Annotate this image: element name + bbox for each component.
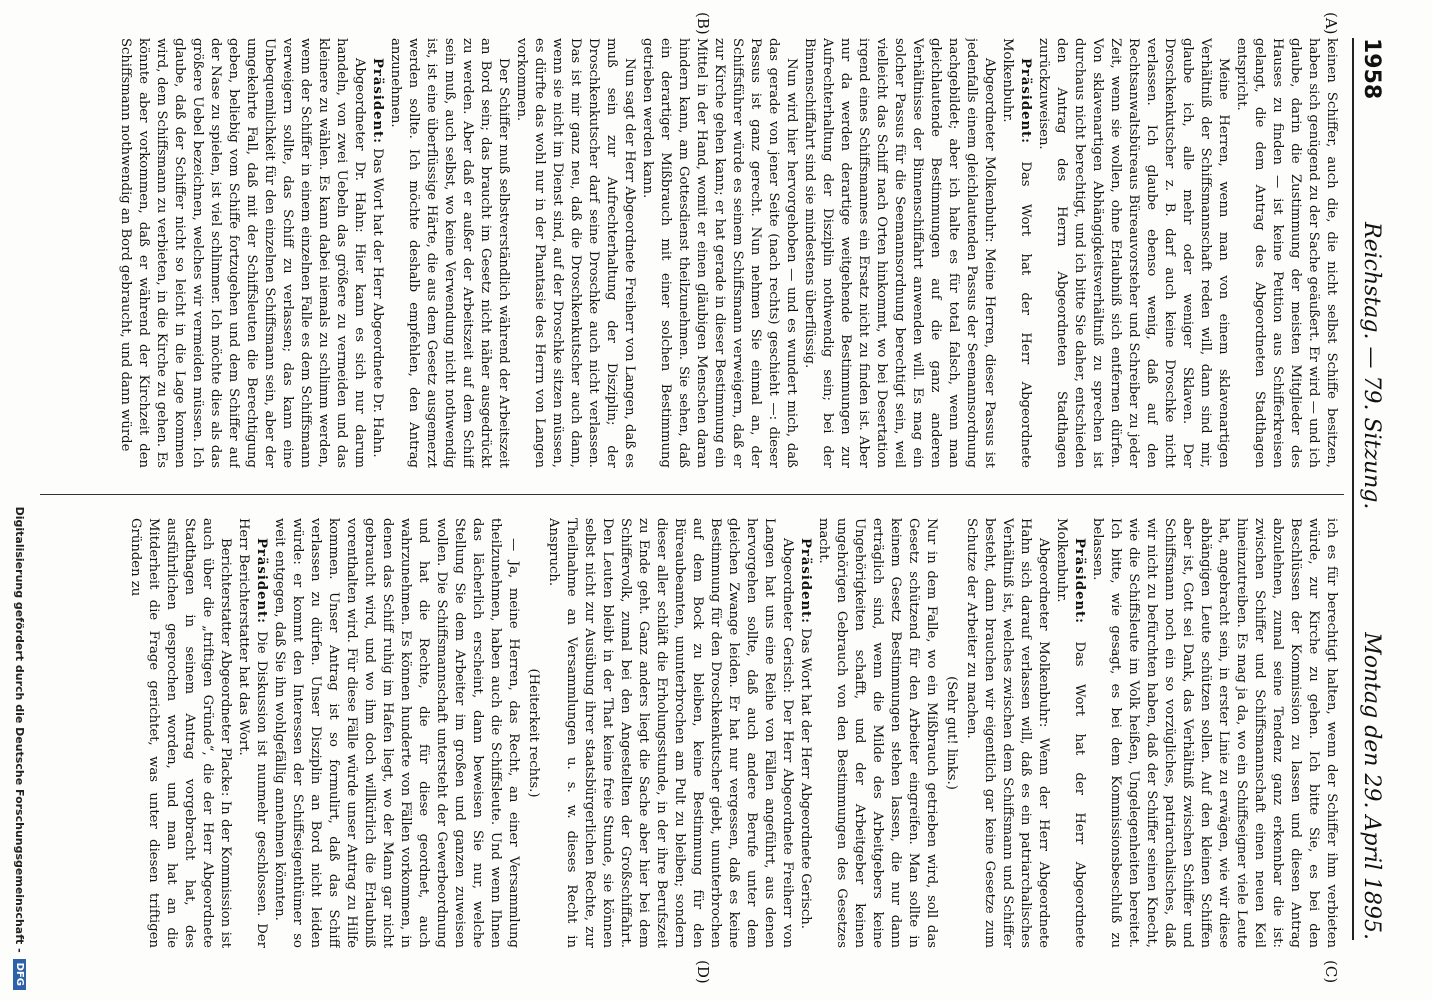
body-paragraph: Abgeordneter Gerisch: Der Herr Abgeordnete Freiherr von Langen hat uns eine Reihe von Fällen angeführt, aus denen hervorgehen sollte, daß auch andere Berufe unter dem gleichen Zwange leiden. Er hat nur vergessen, daß es keine Bestimmung für den Droschkenkutscher giebt, ununterbrochen auf dem Bock zu bleiben, keine Bestimmung für den Büreaubeamten, ununterbrochen am Pult zu bleiben; sondern dieser aller schläft die Erholungsstunde, in der ihre Berufszeit zu Ende geht. Ganz anders liegt die Sache aber hier bei dem Schiffervolk, zumal bei den Angestellten der Großschiffahrt. Den Leuten bleibt in der That keine freie Stunde, sie können selbst nicht zur Ausübung ihrer staatsbürgerlichen Rechte, zur Theilnahme an Versammlungen u. s. w. dieses Recht in Anspruch.	[546, 518, 795, 948]
margin-marker-a: (A)	[1322, 12, 1340, 35]
speaker-paragraph	[368, 38, 386, 468]
body-paragraph: — Ja, meine Herren, das Recht, an einer Versammlung theilzunehmen, haben auch die Schiffsleute. Und wenn Ihnen das lächerlich erscheint, dann beweisen Sie nur, welche Stellung Sie dem Arbeiter im großen und ganzen zuweisen wollen. Die Schiffsmannschaft untersteht der Gewerbeordnung und hat die Rechte, die für diese geordnet, auch wahrzunehmen. Es können hunderte von Fällen vorkommen, in denen das Schiff ruhig im Hafen liegt, wo der Mann gar nicht gebraucht wird, und wo ihm doch willkürlich die Erlaubniß vorenthalten wird. Für diese Fälle würde unser Antrag zu Hilfe kommen. Unser Antrag ist so formulirt, daß das Schiff verlassen zu dürfen. Unser Disziplin an Bord nicht leiden würde: er kommt den Interessen der Schiffseigenthümer so weit entgegen, daß Sie ihn wohlgefällig annehmen könnten.	[272, 518, 521, 948]
interjection: (Sehr gut! links.)	[944, 676, 959, 790]
speaker-name: Präsident:	[1018, 58, 1033, 145]
body-paragraph: Nun sagt der Herr Abgeordnete Freiherr von Langen, daß es muß sein zur Aufrechterhaltung der Disziplin; der Droschkenkutscher darf seine Droschke auch nicht verlassen. Das ist mir ganz neu, daß die Droschkenkutscher auch dann, wenn sie nicht im Dienst sind, auf der Droschke sitzen müssen, es dürfte das wohl nur in der Phantasie des Herrn von Langen vorkommen.	[514, 38, 637, 468]
dfg-logo: DFG	[14, 959, 27, 990]
margin-marker-b: (B)	[694, 12, 712, 35]
speaker-paragraph	[1052, 518, 1088, 948]
speaker-paragraph	[796, 518, 814, 948]
session-date: Montag den 29. April 1895.	[1359, 632, 1385, 940]
header-rule	[1352, 38, 1354, 940]
speaker-name: Präsident:	[370, 58, 385, 145]
body-paragraph: Berichterstatter Abgeordneter Placke: In der Kommission ist auch über die „triftigen Gründe“, die der Herr Abgeordnete Stadthagen in seinem Antrag vorgebracht hat, des ausführlichen gesprochen worden, und man hat an die Mitderheit die Frage gerichtet, was unter diesen triftigen Gründen zu	[128, 518, 233, 948]
page-number: 1958	[1359, 38, 1385, 100]
speaker-text: Die Diskussion ist nunmehr geschlossen. Der Herr Berichterstatter hat das Wort.	[236, 518, 269, 948]
body-paragraph: Abgeordneter Dr. Hahn: Hier kann es sich nur darum handeln, von zwei Uebeln das größere zu vermeiden und das kleinere zu wählen. Es kann dabei niemals zu schlimm werden, wenn der Schiffer in einem einzelnen Falle es dem Schiffsmann verweigern sollte, das Schiff zu verlassen; das kann eine Unbequemlichkeit für den einzelnen Schiffsmann sein, aber der umgekehrte Fall, daß mit der Schiffsleuten die Berechtigung geben, beliebig vom Schiffe fortzugehen und dem Schiffer auf der Nase zu spielen, ist viel schlimmer. Ich möchte dies als das größere Uebel bezeichnen, welches wir vermeiden müssen. Ich glaube, daß der Schiffer nicht so leicht in die Lage kommen wird, dem Schiffsmann zu verbieten, in die Kirche zu gehen. Es könnte aber vorkommen, daß er während der Kirchzeit den Schiffsmann nothwendig an Bord gebraucht, und dann würde	[118, 38, 367, 468]
body-paragraph: keinen Schiffer, auch die, die nicht selbst Schiffe besitzen, haben sich genügend zu der Sache geäußert. Er wird — und ich glaube, darin die Zustimmung der meisten Mitglieder des Hauses zu finden — ist keine Petition aus Schifferkreisen gelangt, die dem Antrag des Abgeordneten Stadthagen entspricht.	[1234, 38, 1339, 468]
speaker-paragraph	[234, 518, 270, 948]
session-title: Reichstag. — 79. Sitzung.	[1359, 222, 1385, 510]
body-paragraph: Der Schiffer muß selbstverständlich während der Arbeitszeit an Bord sein; das braucht im Gesetz nicht näher ausgedrückt zu werden. Aber daß er außer der Arbeitszeit auf dem Schiff sein muß, auch selbst, wo keine Verwendung nicht nothwendig ist, ist eine überflüssige Härte, die aus dem Gesetz ausgemerzt werden sollte. Ich möchte deshalb empfehlen, den Antrag anzunehmen.	[388, 38, 511, 468]
credit-text: Digitalisierung gefördert durch die Deutsche Forschungsgemeinschaft -	[13, 506, 27, 953]
interjection: (Heiterkeit rechts.)	[526, 668, 541, 798]
speaker-text: Das Wort hat der Herr Abgeordnete Dr. Hahn.	[370, 148, 385, 458]
body-paragraph: Meine Herren, wenn man von einem sklavenartigen Verhältniß der Schiffsmannschaft reden will, dann sind mir, glaube ich, alle mehr oder weniger Sklaven. Der Droschkenkutscher z. B. darf auch keine Droschke nicht verlassen. Ich glaube ebenso wenig, daß auf den Rechtsanwaltsbüreaus Büreauvorsteher und Schreiber zu jeder Zeit, wenn sie wollen, ohne Erlaubniß sich entfernen dürfen. Von sklavenartigen Abhängigkeitsverhältniß zu sprechen ist durchaus nicht berechtigt, und ich bitte Sie daher, entschieden den Antrag des Herrn Abgeordneten Stadthagen zurückzuweisen.	[1036, 38, 1231, 468]
speaker-name: Präsident:	[1072, 538, 1087, 625]
body-paragraph: Nun wird hier hervorgehoben — und es wundert mich, daß das gerade von jener Seite (nach rechts) geschieht —: dieser Passus ist ganz gerecht. Nun nehmen Sie einmal an, der Schiffsführer würde es seinem Schiffsmann verweigern, daß er zur Kirche gehen kann; er hat gerade in dieser Bestimmung ein Mittel in der Hand, womit er einen gläubigen Menschen daran hindern kann, am Gottesdienst theilzunehmen. Sie sehen, daß ein derartiger Mißbrauch mit einer solchen Bestimmung getrieben werden kann.	[640, 38, 799, 468]
speaker-name: Präsident:	[254, 538, 269, 625]
speaker-text: Das Wort hat der Herr Abgeordnete Molkenbuhr.	[1000, 38, 1033, 468]
column-divider	[40, 494, 1344, 495]
left-column	[40, 38, 1340, 468]
margin-marker-d: (D)	[694, 960, 712, 984]
body-paragraph: Abgeordneter Molkenbuhr: Wenn der Herr Abgeordnete Hahn sich darauf verlassen will, daß es ein patriarchalisches Verhältniß ist, welches zwischen dem Schiffsmann und Schiffer besteht, dann brauchen wir eigentlich gar keine Gesetze zum Schutze der Arbeiter zu machen.	[964, 518, 1051, 948]
speaker-name: Präsident:	[798, 538, 813, 625]
body-paragraph: Nur in dem Falle, wo ein Mißbrauch getrieben wird, soll das Gesetz schützend für den Arbeiter eingreifen. Man sollte in keinem Gesetz Bestimmungen stehen lassen, die nur dann erträglich sind, wenn die Milde des Arbeitgebers keine Ungehörigkeiten schafft, und der Arbeitgeber keinen ungehörigen Gebrauch von den Bestimmungen des Gesetzes macht.	[816, 518, 939, 948]
page-header	[1357, 38, 1387, 940]
speaker-text: Das Wort hat der Herr Abgeordnete Molkenbuhr.	[1054, 518, 1087, 948]
margin-marker-c: (C)	[1322, 960, 1340, 984]
speaker-text: Das Wort hat der Herr Abgeordnete Gerisch.	[798, 628, 813, 929]
speaker-paragraph	[998, 38, 1034, 468]
body-paragraph: ich es für berechtigt halten, wenn der Schiffer ihm verbieten würde, zur Kirche zu gehen. Ich bitte Sie, es bei den Beschlüssen der Kommission zu lassen und diesen Antrag abzulehnen, zumal seine Tendenz ganz erkennbar die ist: zwischen Schiffer und Schiffsmannschaft einen neuen Keil hineinzutreiben. Es mag ja da, wo ein Schiffseigner viele Leute hat, angebracht sein, in erster Linie zu erwägen, wie wir diese abhängigen Leute schützen sollen. Auf den kleinen Schiffen aber ist, Gott sei Dank, das Verhältniß zwischen Schiffer und Schiffsmann noch ein so vorzügliches, patriarchalisches, daß wir nicht zu befürchten haben, daß der Schiffer seinen Knecht, wie die Schiffsleute im Volk heißen, Ungelegenheiten bereitet. Ich bitte, wie gesagt, es bei dem Kommissionsbeschluß zu belassen.	[1090, 518, 1339, 948]
body-paragraph: Abgeordneter Molkenbuhr: Meine Herren, dieser Passus ist jedenfalls einem gleichlautenden Passus der Seemannsordnung nachgebildet; aber ich halte es für total falsch, wenn man gleichlautende Bestimmungen auf die ganz anderen Verhältnisse der Binnenschiffahrt anwenden will. Es mag ein solcher Passus für die Seemannsordnung berechtigt sein, weil vielleicht das Schiff nach Orten hinkommt, wo bei Desertation irgend eines Schiffsmannes ein Ersatz nicht zu finden ist. Aber nur da werden derartige weitgehende Bestimmungen zur Aufrechterhaltung der Disziplin nothwendig sein; bei der Binnenschiffahrt sind sie mindestens überflüssig.	[802, 38, 997, 468]
right-column	[40, 518, 1340, 948]
digitization-credit	[8, 470, 32, 990]
